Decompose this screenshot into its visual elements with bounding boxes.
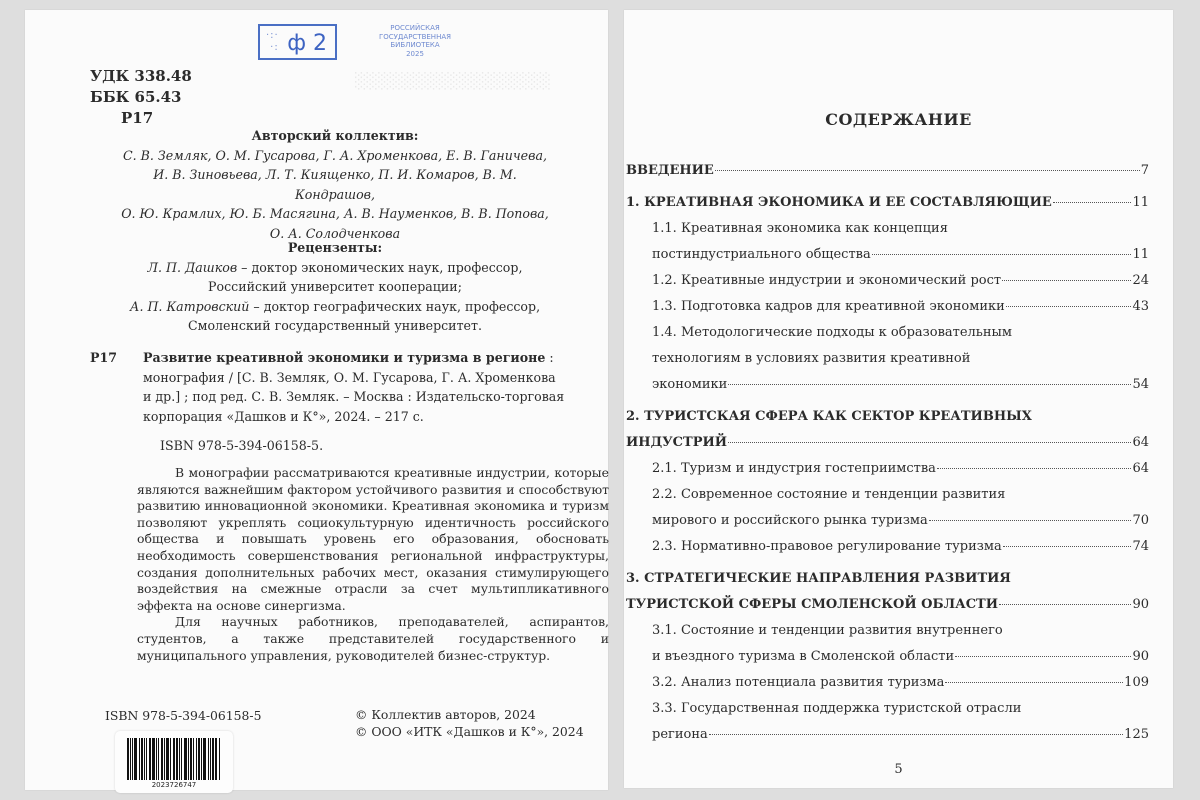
biblio-line: монография / [С. В. Земляк, О. М. Гусарова, Г. А. Хроменкова xyxy=(143,369,556,385)
toc-entry-title: экономики xyxy=(652,377,728,392)
toc-page-number: 54 xyxy=(1132,377,1149,392)
biblio-isbn: ISBN 978-5-394-06158-5. xyxy=(160,438,324,453)
toc-line xyxy=(652,242,1149,268)
toc-page-number: 90 xyxy=(1132,649,1149,664)
toc-line xyxy=(652,618,1149,644)
toc-line xyxy=(652,216,1149,242)
toc-entry-title: 2.2. Современное состояние и тенденции развития xyxy=(652,487,1006,502)
toc-entry-title: 1.1. Креативная экономика как концепция xyxy=(652,221,948,236)
reviewer-line xyxy=(120,258,550,278)
author-mark: Р17 xyxy=(121,109,154,127)
toc-dot-leader xyxy=(999,604,1131,605)
barcode-icon xyxy=(127,738,221,780)
toc-chapter-entry[interactable] xyxy=(626,190,1149,216)
barcode-bar xyxy=(149,738,151,780)
barcode-bar xyxy=(130,738,131,780)
toc-line xyxy=(626,404,1149,430)
toc-entry-title: 3.3. Государственная поддержка туристской отрасли xyxy=(652,701,1022,716)
toc-dot-leader xyxy=(709,734,1123,735)
toc-entry-title: 3. СТРАТЕГИЧЕСКИЕ НАПРАВЛЕНИЯ РАЗВИТИЯ xyxy=(626,571,1011,586)
toc-section-entry[interactable] xyxy=(626,456,1149,482)
toc-line xyxy=(626,190,1149,216)
library-seal-line: БИБЛИОТЕКА xyxy=(390,41,440,49)
barcode-bar xyxy=(201,738,202,780)
toc-section-entry[interactable] xyxy=(626,618,1149,670)
reviewers-heading: Рецензенты: xyxy=(287,240,383,255)
toc-entry-title: 1.3. Подготовка кадров для креативной экономики xyxy=(652,299,1005,314)
toc-line xyxy=(652,670,1149,696)
toc-line xyxy=(652,268,1149,294)
biblio-line: корпорация «Дашков и К°», 2024. – 217 с. xyxy=(143,408,424,424)
toc-section-entry[interactable] xyxy=(626,294,1149,320)
toc-entry-title: региона xyxy=(652,727,708,742)
biblio-code: Р17 xyxy=(90,350,117,365)
toc-line xyxy=(652,482,1149,508)
copyright-line: © Коллектив авторов, 2024 xyxy=(355,707,536,722)
udk-code: УДК 338.48 xyxy=(90,67,192,85)
reviewer-org: Российский университет кооперации; xyxy=(208,279,462,294)
authors-heading: Авторский коллектив: xyxy=(251,128,419,143)
reviewer-desc: – доктор экономических наук, профессор, xyxy=(237,259,523,275)
library-seal-line: ГОСУДАРСТВЕННАЯ xyxy=(379,32,451,41)
toc-chapter-entry[interactable] xyxy=(626,566,1149,618)
stamp-label: ф 2 xyxy=(287,31,327,56)
toc-page-number: 24 xyxy=(1132,273,1149,288)
toc-page-number: 90 xyxy=(1132,597,1149,612)
barcode-bar xyxy=(152,738,155,780)
toc-dot-leader xyxy=(929,520,1132,521)
toc-entry-title: технологиям в условиях развития креативной xyxy=(652,351,971,366)
toc-line xyxy=(652,294,1149,320)
toc-page-number: 11 xyxy=(1132,247,1149,262)
toc-dot-leader xyxy=(1002,280,1131,281)
toc-page-number: 11 xyxy=(1132,195,1149,210)
toc-line xyxy=(626,430,1149,456)
authors-line: И. В. Зиновьева, Л. Т. Киященко, П. И. Комаров, В. М. Кондрашов, xyxy=(153,167,517,202)
barcode-bar xyxy=(196,738,197,780)
toc-dot-leader xyxy=(872,254,1132,255)
reviewer-name: Л. П. Дашков xyxy=(147,259,238,275)
reviewer-line xyxy=(120,297,550,317)
toc-line xyxy=(652,508,1149,534)
toc-page-number: 125 xyxy=(1124,727,1149,742)
left-page-copyright xyxy=(25,10,608,790)
toc-page-number: 64 xyxy=(1132,435,1149,450)
annotation-paragraph: Для научных работников, преподавателей, аспирантов, студентов, а также представителей государственного и муниципального управления, руководителей бизнес-структур. xyxy=(137,614,609,663)
barcode-bar xyxy=(184,738,187,780)
toc-dot-leader xyxy=(715,170,1140,171)
toc-line xyxy=(652,346,1149,372)
library-inventory-stamp xyxy=(258,24,337,60)
toc-entry-title: 1. КРЕАТИВНАЯ ЭКОНОМИКА И ЕЕ СОСТАВЛЯЮЩИЕ xyxy=(626,195,1052,210)
barcode-bar xyxy=(181,738,182,780)
toc-line xyxy=(652,320,1149,346)
toc-page-number: 43 xyxy=(1132,299,1149,314)
toc-chapter-entry[interactable] xyxy=(626,158,1149,184)
toc-entry-title: ТУРИСТСКОЙ СФЕРЫ СМОЛЕНСКОЙ ОБЛАСТИ xyxy=(626,597,998,612)
authors-line: С. В. Земляк, О. М. Гусарова, Г. А. Хроменкова, Е. В. Ганичева, xyxy=(123,147,547,163)
toc-entry-title: постиндустриального общества xyxy=(652,247,871,262)
toc-dot-leader xyxy=(728,384,1131,385)
toc-section-entry[interactable] xyxy=(626,670,1149,696)
toc-page-number: 74 xyxy=(1132,539,1149,554)
barcode-bar xyxy=(193,738,194,780)
barcode-bar xyxy=(170,738,171,780)
toc-entry-title: 3.2. Анализ потенциала развития туризма xyxy=(652,675,945,690)
barcode-bar xyxy=(164,738,165,780)
annotation xyxy=(137,465,609,664)
stamp-dots-decoration: ·:· ·: xyxy=(266,30,279,53)
toc-title: СОДЕРЖАНИЕ xyxy=(825,110,972,129)
reviewer-name: А. П. Катровский xyxy=(129,298,250,314)
toc-line xyxy=(652,534,1149,560)
toc-page-number: 70 xyxy=(1132,513,1149,528)
toc-line xyxy=(652,456,1149,482)
barcode-number: 2023726747 xyxy=(151,781,197,789)
toc-dot-leader xyxy=(1003,546,1132,547)
show-through-text: ░░░░░░░░░░░░░░░░░ xyxy=(355,72,552,90)
authors-line: О. Ю. Крамлих, Ю. Б. Масягина, А. В. Науменков, В. В. Попова, xyxy=(121,206,549,221)
reviewer-org: Смоленский государственный университет. xyxy=(188,318,482,333)
toc-page-number: 109 xyxy=(1124,675,1149,690)
toc-entry-title: 3.1. Состояние и тенденции развития внутреннего xyxy=(652,623,1003,638)
biblio-line: и др.] ; под ред. С. В. Земляк. – Москва : Издательско-торговая xyxy=(143,389,565,404)
toc-entry-title: 2. ТУРИСТСКАЯ СФЕРА КАК СЕКТОР КРЕАТИВНЫХ xyxy=(626,409,1032,424)
barcode-bar xyxy=(198,738,200,780)
toc-dot-leader xyxy=(937,468,1132,469)
barcode-bar xyxy=(158,738,159,780)
page-number: 5 xyxy=(894,762,903,777)
reviewers-block xyxy=(120,238,550,336)
toc-dot-leader xyxy=(1053,202,1132,203)
bibliographic-record xyxy=(90,348,600,426)
toc-dot-leader xyxy=(955,656,1131,657)
barcode-bar xyxy=(190,738,192,780)
toc-section-entry[interactable] xyxy=(626,268,1149,294)
toc-line xyxy=(652,644,1149,670)
annotation-paragraph: В монографии рассматриваются креативные индустрии, которые являются важнейшим фактором устойчивого развития и способствуют развитию инновационной экономики. Креативная экономика и туризм позволяют укреплять социокультурную идентичность российского общества и повышать уровень его образования, обосновать необходимость совершенствования региональной инфраструктуры, создания дополнительных рабочих мест, оказания стимулирующего воздействия на смежные отрасли за счет мультипликативного эффекта на основе синергизма. xyxy=(137,465,609,613)
library-seal xyxy=(370,24,460,58)
title-suffix: : xyxy=(545,350,554,365)
barcode-bar xyxy=(166,738,169,780)
barcode-bar xyxy=(210,738,211,780)
toc-section-entry[interactable] xyxy=(626,534,1149,560)
toc-entry-title: 1.2. Креативные индустрии и экономический рост xyxy=(652,273,1002,288)
barcode-bar xyxy=(146,738,147,780)
toc-entry-title: ВВЕДЕНИЕ xyxy=(626,163,714,178)
barcode-bar xyxy=(203,738,206,780)
barcode-bar xyxy=(141,738,143,780)
barcode-bar xyxy=(179,738,180,780)
barcode-bar xyxy=(127,738,129,780)
barcode-bar xyxy=(208,738,209,780)
toc-line xyxy=(652,696,1149,722)
isbn-footer: ISBN 978-5-394-06158-5 xyxy=(105,708,262,723)
toc-page-number: 7 xyxy=(1140,163,1149,178)
barcode-bar xyxy=(156,738,157,780)
bbk-code: ББК 65.43 xyxy=(90,88,182,106)
authors-line: О. А. Солодченкова xyxy=(269,225,401,241)
barcode-bar xyxy=(219,738,220,780)
toc-entry-title: 2.1. Туризм и индустрия гостеприимства xyxy=(652,461,936,476)
authors-block xyxy=(120,126,550,243)
barcode-bar xyxy=(212,738,214,780)
toc-entry-title: 2.3. Нормативно-правовое регулирование туризма xyxy=(652,539,1002,554)
toc-line xyxy=(626,592,1149,618)
barcode-bar xyxy=(144,738,145,780)
library-seal-line: 2025 xyxy=(406,49,424,58)
toc-chapter-entry[interactable] xyxy=(626,404,1149,456)
toc-section-entry[interactable] xyxy=(626,320,1149,398)
toc-dot-leader xyxy=(945,682,1123,683)
toc-line xyxy=(652,372,1149,398)
toc-entry-title: 1.4. Методологические подходы к образовательным xyxy=(652,325,1012,340)
toc-section-entry[interactable] xyxy=(626,696,1149,748)
toc-dot-leader xyxy=(728,442,1131,443)
toc-page-number: 64 xyxy=(1132,461,1149,476)
barcode-bar xyxy=(188,738,189,780)
barcode-bar xyxy=(173,738,175,780)
table-of-contents xyxy=(626,158,1149,748)
toc-entry-title: ИНДУСТРИЙ xyxy=(626,435,728,450)
right-page-contents xyxy=(624,10,1173,788)
toc-section-entry[interactable] xyxy=(626,482,1149,534)
barcode-bar xyxy=(176,738,178,780)
barcode-bar xyxy=(139,738,140,780)
toc-line xyxy=(626,158,1149,184)
biblio-title-line xyxy=(90,348,600,368)
toc-entry-title: мирового и российского рынка туризма xyxy=(652,513,928,528)
toc-entry-title: и въездного туризма в Смоленской области xyxy=(652,649,955,664)
library-seal-line: РОССИЙСКАЯ xyxy=(390,24,440,32)
toc-line xyxy=(626,566,1149,592)
barcode-bar xyxy=(132,738,133,780)
barcode-bar xyxy=(134,738,137,780)
reviewer-desc: – доктор географических наук, профессор, xyxy=(249,298,541,314)
copyright-line: © ООО «ИТК «Дашков и К°», 2024 xyxy=(355,724,584,739)
toc-dot-leader xyxy=(1006,306,1132,307)
copyright-block xyxy=(355,706,584,740)
book-title: Развитие креативной экономики и туризма в регионе xyxy=(143,350,546,365)
barcode-bar xyxy=(215,738,217,780)
toc-line xyxy=(652,722,1149,748)
toc-section-entry[interactable] xyxy=(626,216,1149,268)
barcode-bar xyxy=(161,738,163,780)
barcode-sticker xyxy=(115,731,233,793)
